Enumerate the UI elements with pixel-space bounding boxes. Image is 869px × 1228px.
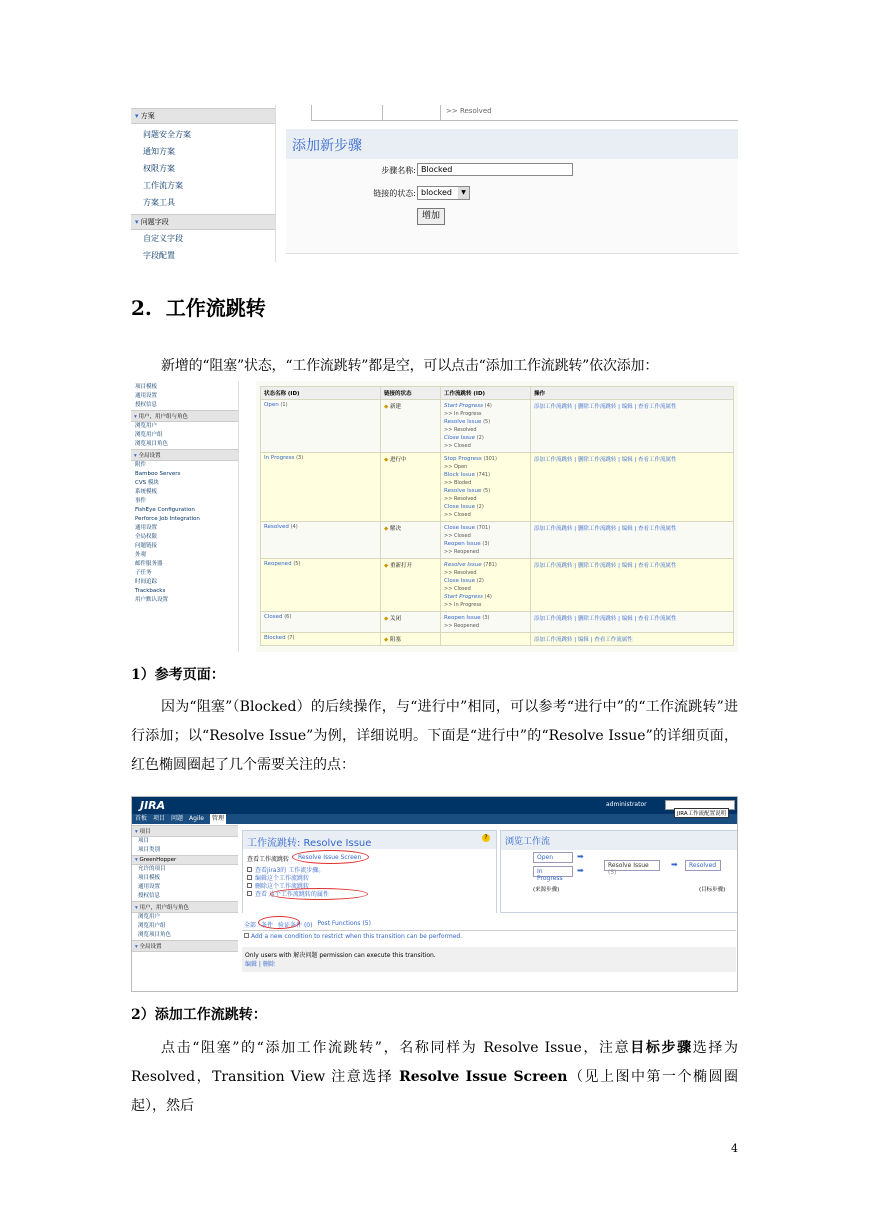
sidebar-link[interactable]: FishEye Configuration xyxy=(135,507,195,513)
step-name-link[interactable]: Resolved xyxy=(264,524,289,530)
workflow-steps-table xyxy=(260,386,734,646)
transition-link[interactable]: Resolve Issue xyxy=(444,488,482,494)
transition-panel xyxy=(242,830,497,913)
sidebar-link[interactable]: Bamboo Servers xyxy=(135,471,181,477)
sidebar-link[interactable]: 字段配置 xyxy=(143,251,175,260)
transition-link[interactable]: Start Progress xyxy=(444,594,483,600)
sidebar-link[interactable]: 自定义字段 xyxy=(143,234,183,243)
table-row xyxy=(261,612,734,633)
scheme-links xyxy=(131,124,275,211)
sidebar-link[interactable]: 问题链接 xyxy=(135,543,158,549)
sidebar-link[interactable]: 附件 xyxy=(135,462,147,468)
prev-table xyxy=(311,105,738,121)
sidebar-link[interactable]: 通用设置 xyxy=(135,393,158,399)
step-name-input[interactable] xyxy=(417,163,573,176)
sidebar-link[interactable]: 子任务 xyxy=(135,570,152,576)
sidebar-link[interactable]: Trackbacks xyxy=(135,588,166,594)
add-step-panel xyxy=(286,129,738,257)
sidebar-link[interactable]: 项目类别 xyxy=(138,847,161,853)
linked-status: 阻塞 xyxy=(389,637,401,643)
sidebar-link[interactable]: 通用设置 xyxy=(135,525,158,531)
transition-link[interactable]: Start Progress xyxy=(444,403,483,409)
target-label: (目标步骤) xyxy=(699,887,726,893)
screenshot-resolve-issue xyxy=(131,796,738,992)
status-icon: ◆ xyxy=(384,563,390,569)
table-row xyxy=(261,453,734,522)
linked-status: 重新打开 xyxy=(389,563,412,569)
transition-id: (741) xyxy=(476,472,491,478)
red-oval-conditions xyxy=(258,916,300,929)
status-icon: ◆ xyxy=(384,457,390,463)
red-oval-properties xyxy=(270,888,368,900)
step-id: (6) xyxy=(284,614,292,620)
tooltip: JIRA工作流配置说明 xyxy=(674,808,729,818)
view-label: 查看工作流跳转 xyxy=(247,856,290,863)
transition-link[interactable]: Resolve Issue xyxy=(444,562,482,568)
column-header: 状态名称 (ID) xyxy=(261,387,381,400)
step-id: (3) xyxy=(296,455,304,461)
transition-title: 工作流跳转: Resolve Issue xyxy=(247,838,372,849)
linked-status: 新建 xyxy=(389,404,401,410)
step-name-label: 步骤名称: xyxy=(381,166,416,175)
step-name-value: Blocked xyxy=(421,165,453,174)
sidebar-link[interactable]: 浏览用户组 xyxy=(138,923,166,929)
chevron-down-icon: ▼ xyxy=(458,187,469,199)
transition-link[interactable]: Reopen Issue xyxy=(444,615,481,621)
sidebar-link[interactable]: 通知方案 xyxy=(143,147,175,156)
sidebar xyxy=(131,381,239,652)
help-icon[interactable]: ? xyxy=(482,834,490,842)
sidebar-link[interactable]: 浏览用户 xyxy=(138,914,161,920)
nav-item[interactable]: 项目 xyxy=(153,815,166,822)
table-row xyxy=(261,400,734,453)
sidebar-link[interactable]: 浏览项目角色 xyxy=(138,932,172,938)
sidebar-link[interactable]: 时间追踪 xyxy=(135,579,158,585)
operations-links[interactable]: 添加工作流跳转 | 删除工作流跳转 | 编辑 | 查看工作流属性 xyxy=(534,563,677,569)
table-row xyxy=(261,522,734,559)
browse-panel xyxy=(500,830,738,913)
transition-id: (5) xyxy=(483,419,491,425)
transition-box[interactable] xyxy=(604,860,660,876)
sidebar-link[interactable]: 全局权限 xyxy=(135,534,158,540)
sidebar xyxy=(131,105,276,262)
add-button-label: 增加 xyxy=(421,211,440,221)
operations-links[interactable]: 添加工作流跳转 | 编辑 | 查看工作流属性 xyxy=(534,637,633,643)
screen-link[interactable]: Resolve Issue Screen xyxy=(298,854,362,861)
checkbox-icon xyxy=(247,891,252,896)
table-row xyxy=(261,559,734,612)
sidebar-link[interactable]: 浏览用户组 xyxy=(135,432,163,438)
sidebar-link[interactable]: 浏览用户 xyxy=(135,423,158,429)
transition-target: >> In Progress xyxy=(444,411,482,417)
paragraph-3-part-a: 点击“阻塞”的“添加工作流跳转”，名称同样为 Resolve Issue，注意 xyxy=(161,1040,631,1056)
status-select-value: blocked xyxy=(421,188,452,197)
sidebar-section-global: ▾ 全局设置 xyxy=(131,449,238,461)
step-id: (7) xyxy=(287,635,295,641)
transition-id: (4) xyxy=(484,403,492,409)
sidebar-section: ▾ 用户，用户组与角色 xyxy=(132,901,238,913)
paragraph-3-part-c: 选择为 Resolved，Transition View 注意选择 xyxy=(131,1040,739,1085)
user-menu[interactable]: administrator xyxy=(606,801,647,808)
transition-id: (4) xyxy=(484,594,492,600)
arrow-right-icon: ➡ xyxy=(671,860,678,869)
sidebar-link[interactable]: 授权信息 xyxy=(138,893,161,899)
checkbox-icon xyxy=(247,875,252,880)
step-name-link[interactable]: Blocked xyxy=(264,635,286,641)
column-header: 工作流跳转 (ID) xyxy=(441,387,531,400)
transition-id: (3) xyxy=(482,615,490,621)
paragraph-3 xyxy=(131,1034,738,1121)
sidebar-section-fields: ▾ 问题字段 xyxy=(131,214,275,230)
column-header: 操作 xyxy=(531,387,734,400)
from-step-open-label: Open xyxy=(537,854,554,861)
transition-link[interactable]: Stop Progress xyxy=(444,456,482,462)
sidebar-link[interactable]: 工作流方案 xyxy=(143,181,183,190)
transition-target: >> Bloded xyxy=(444,480,472,486)
sidebar-link[interactable]: 权限方案 xyxy=(143,164,175,173)
step-name-link[interactable]: Closed xyxy=(264,614,283,620)
checkbox-icon xyxy=(247,867,252,872)
sidebar-link[interactable]: 方案工具 xyxy=(143,198,175,207)
source-label: (来源步骤) xyxy=(533,887,560,893)
permission-text: Only users with 解决问题 permission can execute this transition. xyxy=(245,952,436,959)
transition-link[interactable]: Block Issue xyxy=(444,472,475,478)
status-select[interactable] xyxy=(417,186,470,200)
jira-header xyxy=(132,797,738,814)
target-step-label: Resolved xyxy=(689,862,717,869)
step-name-link[interactable]: Open xyxy=(264,402,279,408)
transition-id: (301) xyxy=(483,456,497,462)
paragraph-2: 因为“阻塞”（Blocked）的后续操作，与“进行中”相同，可以参考“进行中”的“工作流跳转”进行添加；以“Resolve Issue”为例，详细说明。下面是“进行中”的“Resolve Issue”的详细页面，红色椭圆圈起了几个需要关注的点： xyxy=(131,699,738,773)
tab-3[interactable]: Post Functions (5) xyxy=(317,920,371,927)
sidebar-section-users: ▾ 用户，用户组与角色 xyxy=(131,410,238,422)
status-icon: ◆ xyxy=(384,637,390,643)
nav-item[interactable]: 问题 xyxy=(171,815,184,822)
sidebar-section: ▾ GreenHopper xyxy=(132,855,238,865)
sidebar-section-scheme: ▾ 方案 xyxy=(131,108,275,124)
transition-id: (3) xyxy=(482,541,490,547)
transition-target: >> Open xyxy=(444,464,468,470)
sidebar-link[interactable]: CVS 模块 xyxy=(135,480,159,486)
operations-links[interactable]: 添加工作流跳转 | 删除工作流跳转 | 编辑 | 查看工作流属性 xyxy=(534,404,677,410)
operations-links[interactable]: 添加工作流跳转 | 删除工作流跳转 | 编辑 | 查看工作流属性 xyxy=(534,457,677,463)
linked-status: 进行中 xyxy=(389,457,407,463)
operations-links[interactable]: 添加工作流跳转 | 删除工作流跳转 | 编辑 | 查看工作流属性 xyxy=(534,616,677,622)
page-number: 4 xyxy=(731,1142,738,1155)
transition-link[interactable]: Close Issue xyxy=(444,578,475,584)
sidebar-section: ▾ 全局设置 xyxy=(132,940,238,952)
transition-id: (701) xyxy=(476,525,491,531)
transition-link[interactable]: Close Issue xyxy=(444,525,475,531)
step-name-link[interactable]: In Progress xyxy=(264,455,295,461)
status-icon: ◆ xyxy=(384,526,390,532)
paragraph-3-target-step: 目标步骤 xyxy=(630,1040,693,1056)
target-step[interactable] xyxy=(685,860,721,871)
transition-link[interactable]: Resolve Issue xyxy=(444,419,482,425)
status-icon: ◆ xyxy=(384,616,390,622)
transition-link[interactable]: Reopen Issue xyxy=(444,541,481,547)
from-step-open[interactable] xyxy=(533,852,573,863)
sidebar xyxy=(132,825,238,992)
section-heading: 2. 工作流跳转 xyxy=(131,296,266,320)
arrow-right-icon: ➡ xyxy=(577,866,584,875)
sidebar-link[interactable]: 问题安全方案 xyxy=(143,130,191,139)
step-name-link[interactable]: Reopened xyxy=(264,561,292,567)
transition-target: >> Closed xyxy=(444,586,471,592)
sidebar-link[interactable]: 授权信息 xyxy=(135,402,158,408)
screenshot-add-step xyxy=(131,105,738,262)
nav-item[interactable]: 管理 xyxy=(212,815,225,822)
permission-links[interactable]: 编辑 | 删除 xyxy=(245,961,275,968)
sidebar-link[interactable]: 通用设置 xyxy=(138,884,161,890)
transition-box-label: Resolve Issue xyxy=(608,862,649,869)
add-condition-link[interactable]: Add a new condition to restrict when this transition can be performed. xyxy=(251,933,463,940)
step-id: (5) xyxy=(293,561,301,567)
sidebar-link[interactable]: 外观 xyxy=(135,552,147,558)
from-step-inprogress[interactable] xyxy=(533,866,573,882)
condition-row xyxy=(242,930,736,942)
jira-nav xyxy=(132,811,738,824)
add-icon[interactable] xyxy=(244,933,249,938)
transition-id: (2) xyxy=(476,578,484,584)
column-header: 链接的状态 xyxy=(381,387,441,400)
sidebar-link[interactable]: 用户默认设置 xyxy=(135,597,169,603)
operations-links[interactable]: 添加工作流跳转 | 删除工作流跳转 | 编辑 | 查看工作流属性 xyxy=(534,526,677,532)
checkbox-icon xyxy=(247,883,252,888)
permission-row xyxy=(242,947,736,972)
red-oval-screen xyxy=(292,850,369,864)
sidebar-link[interactable]: 系统模板 xyxy=(135,489,158,495)
status-label: 链接的状态: xyxy=(373,189,416,198)
paragraph-1: 新增的“阻塞”状态，“工作流跳转”都是空，可以点击“添加工作流跳转”依次添加： xyxy=(161,358,659,374)
arrow-right-icon: ➡ xyxy=(577,852,584,861)
table-row xyxy=(261,633,734,646)
transition-target: >> In Progress xyxy=(444,602,482,608)
browse-title: 浏览工作流 xyxy=(501,831,738,850)
sidebar-link[interactable]: 浏览项目角色 xyxy=(135,441,169,447)
linked-status: 解决 xyxy=(389,526,401,532)
action-link[interactable]: 编辑这个工作流跳转 xyxy=(255,875,310,882)
action-link[interactable]: 查看jira3的 工作流步骤。 xyxy=(255,867,325,874)
prev-cell-text: >> Resolved xyxy=(446,107,492,115)
add-button[interactable] xyxy=(417,208,445,225)
nav-item[interactable]: 首板 xyxy=(135,815,148,822)
screenshot-workflow-steps xyxy=(131,381,738,652)
from-step-inprogress-label: In Progress xyxy=(537,868,563,882)
transition-id: (2) xyxy=(476,504,484,510)
transition-target: >> Closed xyxy=(444,443,471,449)
transition-box-id: (5) xyxy=(608,869,617,876)
transition-target: >> Resolved xyxy=(444,427,477,433)
transition-id: (2) xyxy=(476,435,484,441)
sidebar-link[interactable]: Perforce Job Integration xyxy=(135,516,200,522)
paragraph-3-screen: Resolve Issue Screen xyxy=(399,1069,568,1085)
field-links xyxy=(131,230,275,262)
step-id: (4) xyxy=(290,524,298,530)
transition-target: >> Reopened xyxy=(444,549,480,555)
step-id: (1) xyxy=(280,402,288,408)
tab-0[interactable]: 全部 xyxy=(244,922,257,929)
sidebar-link[interactable]: 允许的项目 xyxy=(138,866,166,872)
status-icon: ◆ xyxy=(384,404,390,410)
paragraph-3-part-e: （见上图中第一个椭圆圈起），然后 xyxy=(131,1069,738,1114)
transition-target: >> Resolved xyxy=(444,570,477,576)
transition-link[interactable]: Close Issue xyxy=(444,435,475,441)
transition-target: >> Resolved xyxy=(444,496,477,502)
jira-logo[interactable]: JIRA xyxy=(140,799,166,812)
sidebar-link[interactable]: 项目 xyxy=(138,838,150,844)
action-link[interactable]: 查看 这个工作流跳转的属性 xyxy=(255,891,329,898)
sidebar-link[interactable]: 项目模板 xyxy=(135,384,158,390)
subheading-2: 2）添加工作流跳转： xyxy=(131,1007,267,1023)
transition-target: >> Reopened xyxy=(444,623,480,629)
transition-target: >> Closed xyxy=(444,533,471,539)
transition-id: (781) xyxy=(483,562,497,568)
sidebar-link[interactable]: 项目模板 xyxy=(138,875,161,881)
panel-title: 添加新步骤 xyxy=(286,129,738,159)
tab-2[interactable]: 验证条件 (0) xyxy=(278,922,313,929)
transition-target: >> Closed xyxy=(444,512,471,518)
sidebar-link[interactable]: 事件 xyxy=(135,498,147,504)
nav-item[interactable]: Agile xyxy=(189,815,204,822)
transition-link[interactable]: Close Issue xyxy=(444,504,475,510)
action-link[interactable]: 删除这个工作流跳转 xyxy=(255,883,310,890)
linked-status: 关闭 xyxy=(389,616,401,622)
tab-1[interactable]: 条件 xyxy=(261,922,274,929)
sidebar-section: ▾ 项目 xyxy=(132,825,238,837)
transition-id: (5) xyxy=(483,488,491,494)
subheading-1: 1）参考页面： xyxy=(131,667,225,683)
sidebar-link[interactable]: 邮件服务器 xyxy=(135,561,163,567)
